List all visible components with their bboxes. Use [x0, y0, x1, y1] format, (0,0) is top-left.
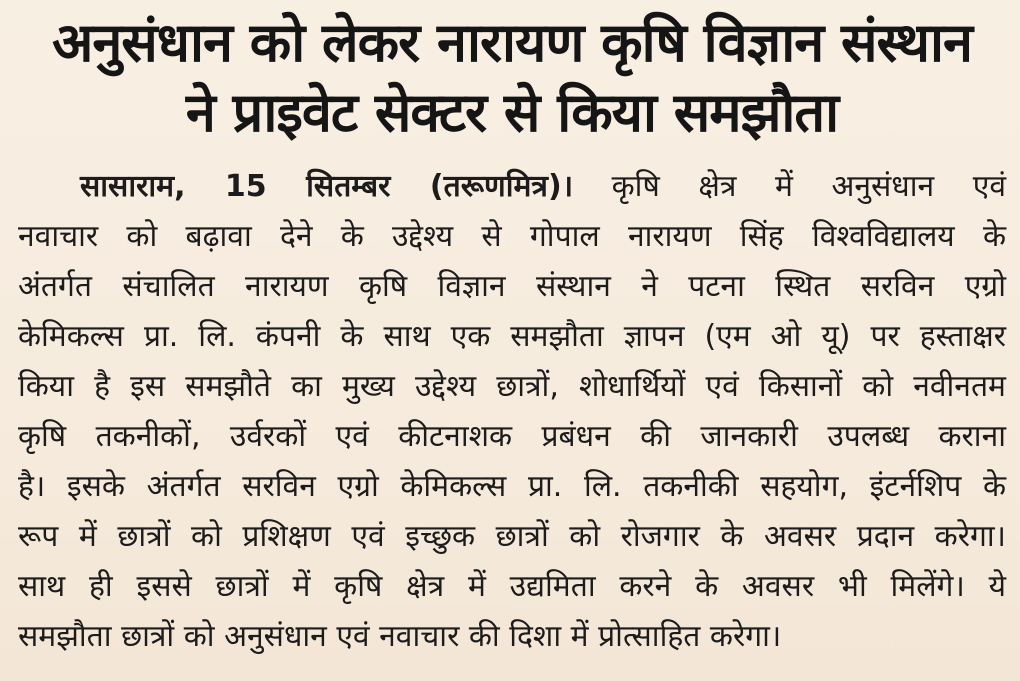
headline-line-1: अनुसंधान को लेकर नारायण कृषि विज्ञान संस्थान — [52, 11, 972, 74]
body-line: किया है इस समझौते का मुख्य उद्देश्य छात्रों, शोधार्थियों एवं किसानों को नवीनतम — [18, 369, 1006, 404]
body-line: समझौता छात्रों को अनुसंधान एवं नवाचार की दिशा में प्रोत्साहित करेगा। — [18, 619, 782, 654]
body-line: साथ ही इससे छात्रों में कृषि क्षेत्र में उद्यमिता करने के अवसर भी मिलेंगे। ये — [18, 569, 1006, 604]
body-line-1-text: कृषि क्षेत्र में अनुसंधान एवं — [611, 169, 1006, 204]
dateline: सासाराम, 15 सितम्बर (तरूणमित्र)। — [80, 169, 574, 204]
body-line: केमिकल्स प्रा. लि. कंपनी के साथ एक समझौता ज्ञापन (एम ओ यू) पर हस्ताक्षर — [18, 319, 1006, 354]
body-line: कृषि तकनीकों, उर्वरकों एवं कीटनाशक प्रबंधन की जानकारी उपलब्ध कराना — [18, 419, 1006, 454]
headline-line-2: ने प्राइवेट सेक्टर से किया समझौता — [185, 81, 839, 144]
article-body — [18, 162, 1006, 662]
body-line — [18, 162, 1006, 212]
body-line: है। इसके अंतर्गत सरविन एग्रो केमिकल्स प्रा. लि. तकनीकी सहयोग, इंटर्नशिप के — [18, 469, 1006, 504]
body-line: अंतर्गत संचालित नारायण कृषि विज्ञान संस्थान ने पटना स्थित सरविन एग्रो — [18, 269, 1006, 304]
body-line: नवाचार को बढ़ावा देने के उद्देश्य से गोपाल नारायण सिंह विश्वविद्यालय के — [18, 219, 1006, 254]
body-line: रूप में छात्रों को प्रशिक्षण एवं इच्छुक छात्रों को रोजगार के अवसर प्रदान करेगा। — [18, 519, 1006, 554]
headline — [18, 8, 1006, 148]
